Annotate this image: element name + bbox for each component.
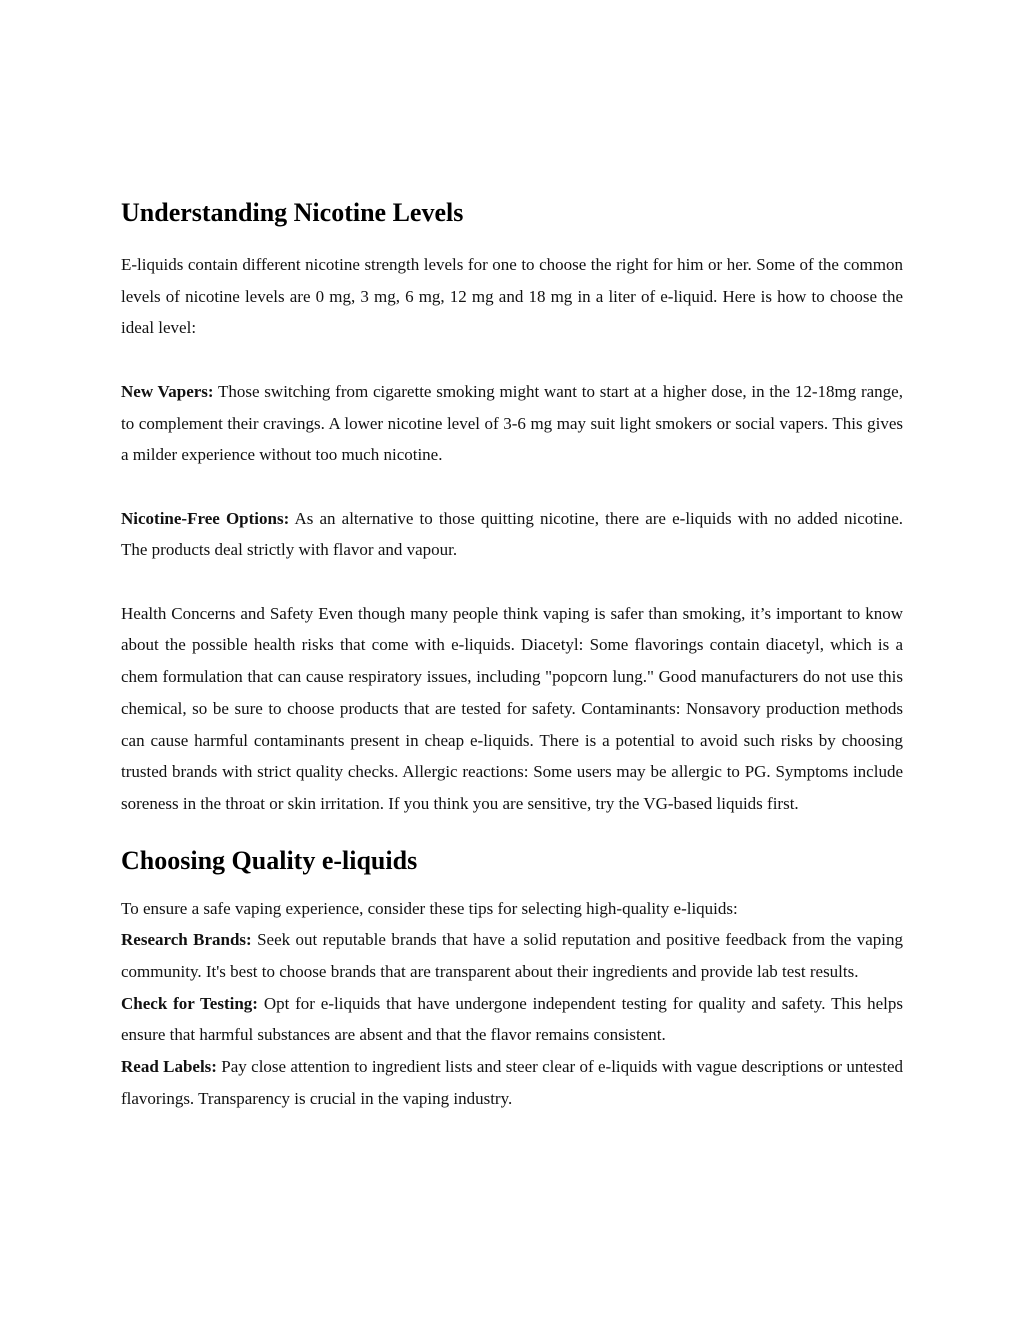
- paragraph-quality-intro: To ensure a safe vaping experience, consider these tips for selecting high-quality e-liquids:: [121, 898, 738, 918]
- label-read-labels: Read Labels:: [121, 1057, 217, 1077]
- label-research-brands: Research Brands:: [121, 930, 252, 950]
- document-page: [121, 196, 903, 1115]
- text-read-labels: Pay close attention to ingredient lists and steer clear of e-liquids with vague descriptions or untested flavorings. Transparency is crucial in the vaping industry.: [121, 1057, 903, 1108]
- heading-nicotine-levels: Understanding Nicotine Levels: [121, 198, 464, 227]
- text-new-vapers: Those switching from cigarette smoking might want to start at a higher dose, in the 12-18mg range, to complement their cravings. A lower nicotine level of 3-6 mg may suit light smokers or social vapers. This gives a milder experience without too much nicotine.: [121, 381, 903, 465]
- paragraph-research-brands: [121, 924, 903, 987]
- heading-choosing-quality: Choosing Quality e-liquids: [121, 845, 418, 875]
- text-nicotine-free: As an alternative to those quitting nicotine, there are e-liquids with no added nicotine. The products deal strictly with flavor and vapour.: [121, 508, 903, 560]
- paragraph-read-labels: [121, 1051, 903, 1114]
- paragraph-check-testing: [121, 988, 903, 1051]
- label-nicotine-free: Nicotine-Free Options:: [121, 508, 290, 528]
- text-check-testing: Opt for e-liquids that have undergone independent testing for quality and safety. This helps ensure that harmful substances are absent and that the flavor remains consistent.: [121, 993, 904, 1045]
- paragraph-health-concerns: Health Concerns and Safety Even though many people think vaping is safer than smoking, it’s important to know about the possible health risks that come with e-liquids. Diacetyl: Some flavorings contain diacetyl, which is a chem formulation that can cause respiratory issues, including "popcorn lung." Good manufacturers do not use this chemical, so be sure to choose products that are tested for safety. Contaminants: Nonsavory production methods can cause harmful contaminants present in cheap e-liquids. There is a potential to avoid such risks by choosing trusted brands with strict quality checks. Allergic reactions: Some users may be allergic to PG. Symptoms include soreness in the throat or skin irritation. If you think you are sensitive, try the VG-based liquids first.: [121, 603, 903, 813]
- paragraph-new-vapers: [121, 376, 903, 471]
- paragraph-nicotine-intro: E-liquids contain different nicotine strength levels for one to choose the right for him or her. Some of the common levels of nicotine levels are 0 mg, 3 mg, 6 mg, 12 mg and 18 mg in a liter of e-liquid. Here is how to choose the ideal level:: [121, 255, 903, 338]
- label-new-vapers: New Vapers:: [121, 381, 214, 401]
- label-check-testing: Check for Testing:: [121, 993, 258, 1013]
- paragraph-nicotine-free: [121, 503, 903, 566]
- text-research-brands: Seek out reputable brands that have a solid reputation and positive feedback from the vaping community. It's best to choose brands that are transparent about their ingredients and provide lab test results.: [121, 930, 903, 982]
